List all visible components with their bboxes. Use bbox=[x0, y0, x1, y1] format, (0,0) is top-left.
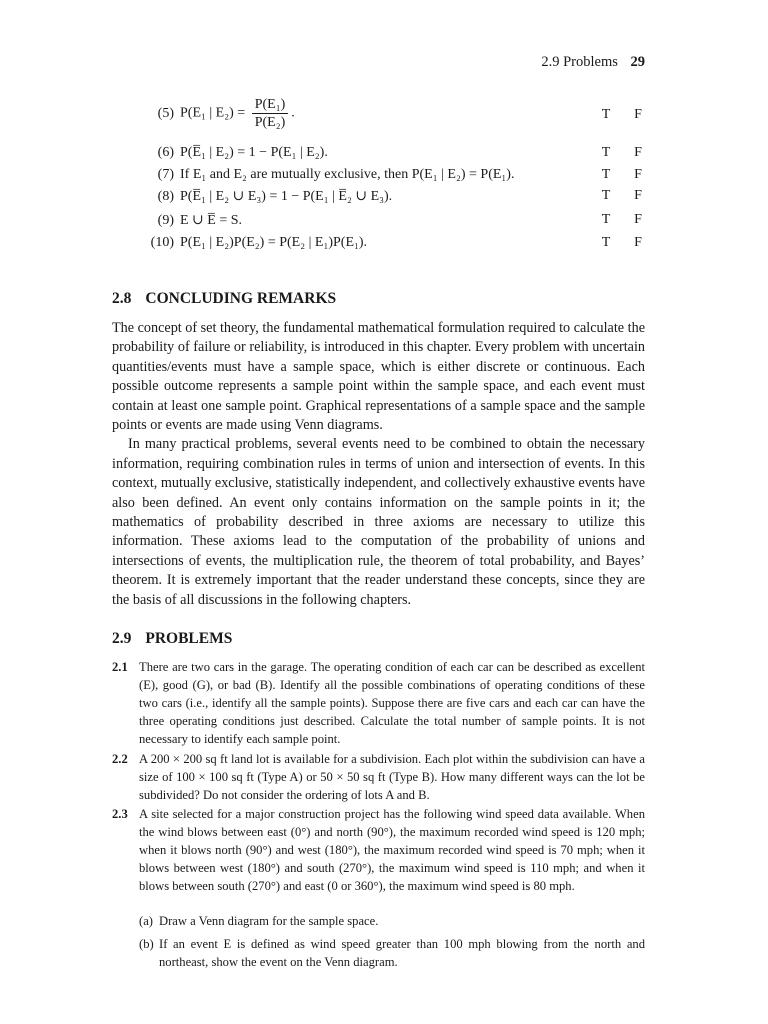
problem-text: A 200 × 200 sq ft land lot is available for a subdivision. Each plot within the subdivision can have a size of 100 × 100 sq ft (Type A) or 50 × 50 sq ft (Type B). How many different ways can the lot be subdivided? Do not consider the ordering of lots A and B. bbox=[139, 752, 645, 803]
tf-item-6 bbox=[136, 145, 328, 161]
problem-2-2 bbox=[112, 750, 645, 804]
concluding-remarks-body bbox=[112, 319, 645, 610]
running-head-section: 2.9 bbox=[541, 54, 560, 70]
true-marker: T bbox=[601, 212, 611, 227]
section-heading-concluding bbox=[112, 290, 336, 308]
tf-choice-5 bbox=[600, 107, 644, 123]
problem-2-3 bbox=[112, 805, 645, 895]
tf-item-text: E ∪ E̅ = S. bbox=[180, 213, 243, 228]
subpart-text: If an event E is defined as wind speed greater than 100 mph blowing from the north and northeast, show the event on the Venn diagram. bbox=[159, 937, 645, 970]
subpart-text: Draw a Venn diagram for the sample space. bbox=[159, 914, 379, 928]
tf-item-7 bbox=[136, 167, 514, 183]
fraction-denominator: P(E₂) bbox=[254, 115, 286, 130]
fraction bbox=[252, 96, 289, 131]
false-marker: F bbox=[634, 212, 642, 227]
running-head bbox=[541, 54, 645, 71]
problem-2-3-part-a bbox=[139, 912, 645, 930]
problem-text: There are two cars in the garage. The operating condition of each car can be described as excellent (E), good (G), or bad (B). Identify all the possible combinations of operating conditions of these two cars (i.e., identify all the sample points). Suppose there are five cars and each car can have the three operating conditions just described. Calculate the total number of sample points. It is not necessary to identify each sample point. bbox=[139, 660, 645, 747]
tf-item-number: (7) bbox=[157, 167, 174, 182]
tf-item-5 bbox=[136, 96, 295, 131]
problem-number: 2.1 bbox=[112, 660, 128, 674]
page-number: 29 bbox=[630, 54, 645, 70]
true-marker: T bbox=[601, 167, 611, 182]
problem-2-3-part-b bbox=[139, 935, 645, 971]
section-title: CONCLUDING REMARKS bbox=[145, 290, 337, 307]
true-marker: T bbox=[601, 235, 611, 250]
tf-item-number: (6) bbox=[157, 145, 174, 160]
subpart-label: (a) bbox=[139, 914, 153, 928]
section-title: PROBLEMS bbox=[145, 630, 233, 647]
problem-number: 2.3 bbox=[112, 807, 128, 821]
tf-item-9 bbox=[136, 212, 242, 229]
tf-item-text: P(E̅₁ | E₂ ∪ E₃) = 1 − P(E₁ | E̅₂ ∪ E₃). bbox=[180, 189, 393, 204]
tf-item-number: (5) bbox=[157, 105, 174, 121]
problem-2-1 bbox=[112, 658, 645, 748]
tf-item-number: (9) bbox=[157, 213, 174, 228]
tf-item-trail: . bbox=[291, 105, 295, 121]
section-heading-problems bbox=[112, 630, 232, 648]
section-number: 2.8 bbox=[112, 290, 132, 307]
paragraph: The concept of set theory, the fundamental mathematical formulation required to calculate the probability of failure or reliability, is introduced in this chapter. Every problem with uncertain quantities/events must have a sample space, which is either discrete or continuous. Each possible outcome represents a sample point within the sample space, and each event must contain at least one sample point. Graphical representations of a sample space and the sample points or events are made using Venn diagrams. bbox=[112, 320, 645, 434]
tf-item-lhs: P(E₁ | E₂) = bbox=[180, 105, 249, 121]
subpart-label: (b) bbox=[139, 937, 154, 951]
false-marker: F bbox=[634, 167, 642, 182]
tf-item-text: If E₁ and E₂ are mutually exclusive, then P(E₁ | E₂) = P(E₁). bbox=[180, 167, 515, 182]
true-marker: T bbox=[601, 145, 611, 160]
false-marker: F bbox=[634, 235, 642, 250]
fraction-numerator: P(E₁) bbox=[252, 96, 289, 114]
tf-choice-6 bbox=[600, 145, 644, 161]
tf-choice-9 bbox=[600, 212, 644, 228]
tf-item-text: P(E₁ | E₂)P(E₂) = P(E₂ | E₁)P(E₁). bbox=[180, 235, 368, 250]
true-marker: T bbox=[601, 107, 611, 122]
false-marker: F bbox=[634, 188, 642, 203]
section-number: 2.9 bbox=[112, 630, 132, 647]
tf-item-text: P(E̅₁ | E₂) = 1 − P(E₁ | E₂). bbox=[180, 145, 328, 160]
tf-item-10 bbox=[136, 235, 367, 251]
true-marker: T bbox=[601, 188, 611, 203]
problem-text: A site selected for a major construction project has the following wind speed data available. When the wind blows between east (0°) and north (90°), the maximum recorded wind speed is 120 mph; when it blows north (90°) and west (180°), the maximum recorded wind speed is 70 mph; when it blows between west (180°) and south (270°), the maximum wind speed is 110 mph; and when it blows between south (270°) and east (0 or 360°), the maximum wind speed is 80 mph. bbox=[139, 807, 645, 894]
tf-item-8 bbox=[136, 188, 392, 205]
problem-number: 2.2 bbox=[112, 752, 128, 766]
false-marker: F bbox=[634, 145, 642, 160]
tf-choice-10 bbox=[600, 235, 644, 251]
tf-item-number: (10) bbox=[150, 235, 174, 250]
tf-item-number: (8) bbox=[157, 189, 174, 204]
tf-choice-7 bbox=[600, 167, 644, 183]
paragraph: In many practical problems, several events need to be combined to obtain the necessary information, requiring combination rules in terms of union and intersection of events. In this context, mutually exclusive, statistically independent, and collectively exhaustive events have also been defined. An event only contains information on the sample points in it; the mathematics of probability described in three axioms are necessary to utilize this information. These axioms lead to the computation of the probability of unions and intersections of events, the multiplication rule, the theorem of total probability, and Bayes’ theorem. It is extremely important that the reader understand these concepts, since they are the basis of all discussions in the following chapters. bbox=[112, 436, 645, 608]
running-head-title: Problems bbox=[563, 54, 618, 70]
tf-choice-8 bbox=[600, 188, 644, 204]
false-marker: F bbox=[634, 107, 642, 122]
